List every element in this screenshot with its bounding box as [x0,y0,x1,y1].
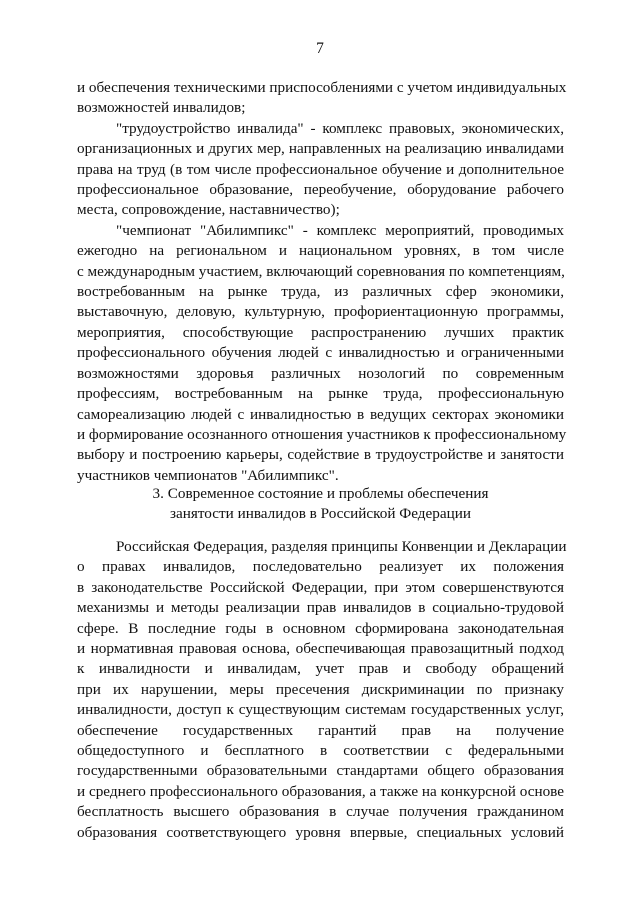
text-line: сфере. В последние годы в основном сформирована законодательная [77,619,564,637]
page-number: 7 [316,40,324,57]
text-line: с международным участием, включающий соревнования по компетенциям, [77,262,565,280]
text-line: и нормативная правовая основа, обеспечивающая правозащитный подход [77,640,564,658]
text-line: в законодательстве Российской Федерации, при этом совершенствуются [77,578,564,596]
text-line: о правах инвалидов, последовательно реализует их положения [77,558,564,576]
text-line: выставочную, деловую, культурную, профориентационную программы, [77,303,564,321]
text-line: профессиональное образование, переобучение, оборудование рабочего [77,181,564,199]
text-line: к инвалидности и инвалидам, учет прав и свободу обращений [77,660,564,678]
text-line: "чемпионат "Абилимпикс" - комплекс мероприятий, проводимых [116,221,564,239]
text-line: ежегодно на региональном и национальном уровнях, в том числе [77,242,564,260]
text-line: возможностей инвалидов; [77,99,246,117]
text-line: обеспечение государственных гарантий прав на получение [77,721,564,739]
text-line: профессионального обучения людей с инвалидностью и ограниченными [77,344,564,362]
text-line: механизмы и методы реализации прав инвалидов в социально-трудовой [77,599,564,617]
intro-paragraph [77,78,567,119]
text-line: и формирование осознанного отношения участников к профессиональному [77,425,567,443]
text-line: востребованным на рынке труда, из различных сфер экономики, [77,283,564,301]
employment-paragraph [77,119,564,221]
abilympics-paragraph [77,221,567,486]
text-line: инвалидности, доступ к существующим системам государственных услуг, [77,701,564,719]
text-line: организационных и других мер, направленных на реализацию инвалидами [77,140,564,158]
text-line: и обеспечения техническими приспособлениями с учетом индивидуальных [77,79,567,96]
section-heading [77,484,564,525]
text-line: права на труд (в том числе профессиональное обучение и дополнительное [77,160,564,178]
text-line: бесплатность высшего образования в случае получения гражданином [77,803,564,821]
text-line: государственными образовательными стандартами общего образования [77,762,564,780]
text-line: при их нарушении, меры пресечения дискриминации по признаку [77,680,564,698]
text-line: самореализацию людей с инвалидностью в ведущих секторах экономики [77,405,564,423]
text-line: общедоступного и бесплатного в соответствии с федеральными [77,742,564,760]
text-line: участников чемпионатов "Абилимпикс". [77,466,339,484]
text-line: места, сопровождение, наставничество); [77,201,340,219]
federation-paragraph [77,537,567,843]
text-line: возможностями здоровья различных нозологий по современным [77,364,564,382]
text-line: выбору и построению карьеры, содействие в трудоустройстве и занятости [77,446,564,464]
text-line: мероприятия, способствующие распространению лучших практик [77,323,564,341]
heading-line: 3. Современное состояние и проблемы обеспечения [152,485,489,502]
body-text-bottom [77,537,567,843]
text-line: "трудоустройство инвалида" - комплекс правовых, экономических, [116,119,564,137]
text-line: профессиям, востребованным на рынке труда, профессиональную [77,385,564,403]
body-text-top [77,78,567,486]
text-line: образования соответствующего уровня впервые, специальных условий [77,823,564,841]
heading-line: занятости инвалидов в Российской Федерации [170,505,471,523]
text-line: Российская Федерация, разделяя принципы Конвенции и Декларации [116,538,567,555]
text-line: и среднего профессионального образования, а также на конкурсной основе [77,782,564,800]
